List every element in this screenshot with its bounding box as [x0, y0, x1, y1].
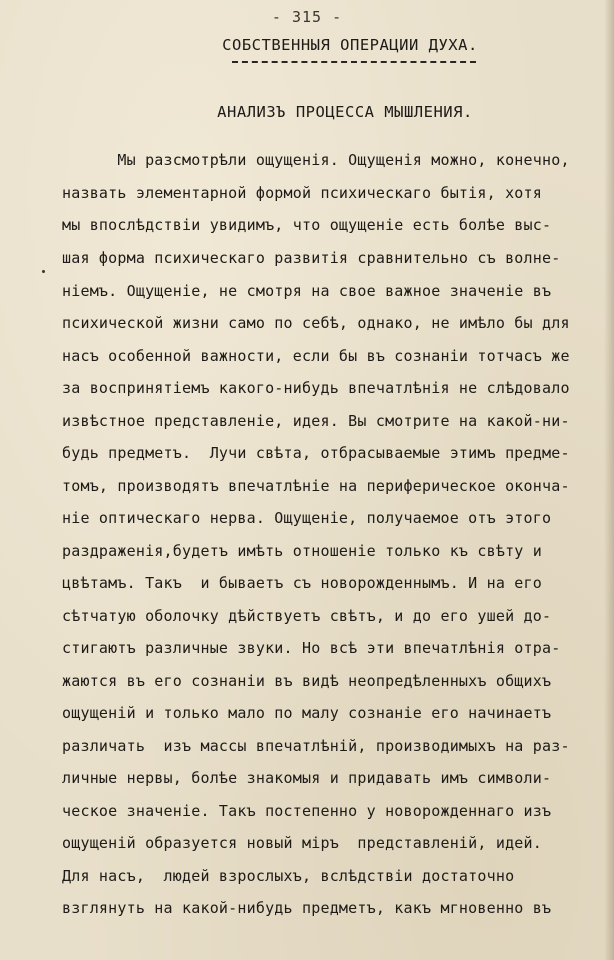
- text-line: за воспринятіемъ какого-нибудь впечатлѣнія не слѣдовало: [62, 379, 570, 397]
- text-line: насъ особенной важности, если бы въ сознаніи тотчасъ же: [62, 347, 570, 365]
- text-line: назвать элементарной формой психическаго бытія, хотя: [62, 184, 542, 202]
- text-line: цвѣтамъ. Такъ и бываетъ съ новорожденнымъ. И на его: [62, 574, 542, 592]
- text-line: ческое значеніе. Такъ постепенно у новорожденнаго изъ: [62, 802, 552, 820]
- margin-mark: [42, 270, 45, 273]
- text-line: Для насъ, людей взрослыхъ, вслѣдствіи достаточно: [62, 867, 515, 885]
- text-line: личные нервы, болѣе знакомыя и придавать имъ символи-: [62, 769, 552, 787]
- text-line: сѣтчатую оболочку дѣйствуетъ свѣтъ, и до его ушей до-: [62, 607, 552, 625]
- text-line: ощущеній образуется новый міръ представленій, идей.: [62, 834, 542, 852]
- text-line: взглянуть на какой-нибудь предметъ, какъ мгновенно въ: [62, 899, 552, 917]
- text-line: шая форма психическаго развитія сравнительно съ волне-: [62, 249, 561, 267]
- text-line: раздраженія,будетъ имѣть отношеніе только къ свѣту и: [62, 542, 542, 560]
- text-line: ощущеній и только мало по малу сознаніе его начинаетъ: [62, 704, 552, 722]
- text-line: ніе оптическаго нерва. Ощущеніе, получаемое отъ этого: [62, 509, 552, 527]
- title-underline: [232, 61, 476, 63]
- text-line: мы впослѣдствіи увидимъ, что ощущеніе есть болѣе выс-: [62, 216, 552, 234]
- text-line: различать изъ массы впечатлѣній, производимыхъ на раз-: [62, 737, 570, 755]
- text-line: стигаютъ различные звуки. Но всѣ эти впечатлѣнія отра-: [62, 639, 561, 657]
- page-edge-shadow: [604, 0, 614, 960]
- text-line: Мы разсмотрѣли ощущенія. Ощущенія можно, конечно,: [62, 151, 570, 169]
- article-title: АНАЛИЗЪ ПРОЦЕССА МЫШЛЕНИЯ.: [217, 103, 473, 121]
- text-line: психической жизни само по себѣ, однако, не имѣло бы для: [62, 314, 570, 332]
- page-number: - 315 -: [271, 8, 343, 26]
- text-line: томъ, производятъ впечатлѣніе на периферическое оконча-: [62, 477, 570, 495]
- text-line: извѣстное представленіе, идея. Вы смотрите на какой-ни-: [62, 412, 570, 430]
- section-title: СОБСТВЕННЫЯ ОПЕРАЦИИ ДУХА.: [222, 36, 478, 54]
- text-line: ніемъ. Ощущеніе, не смотря на свое важное значеніе въ: [62, 282, 552, 300]
- text-line: будь предметъ. Лучи свѣта, отбрасываемые этимъ предме-: [62, 444, 570, 462]
- text-line: жаются въ его сознаніи въ видѣ неопредѣленныхъ общихъ: [62, 672, 552, 690]
